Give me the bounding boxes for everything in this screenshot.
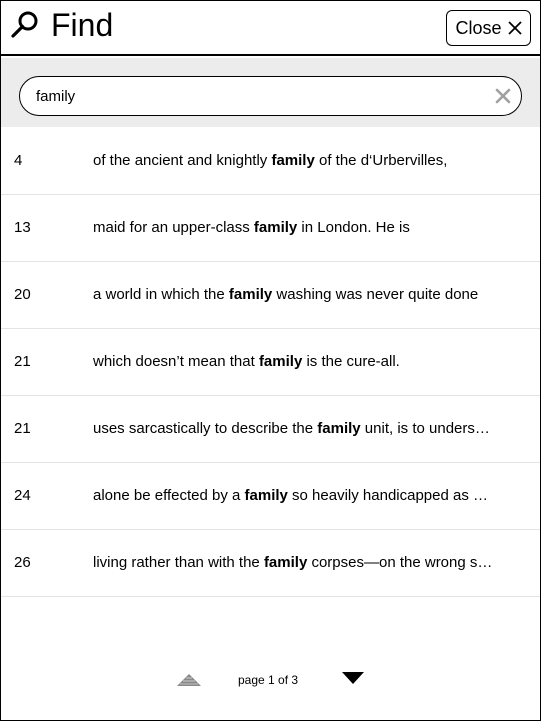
result-page-number: 21 [14, 420, 31, 437]
list-item[interactable] [1, 396, 540, 463]
list-item[interactable] [1, 530, 540, 597]
page-title: Find [51, 7, 114, 43]
match-highlight: family [253, 219, 298, 236]
up-triangle-icon[interactable] [177, 674, 201, 686]
result-page-number: 13 [14, 219, 31, 236]
match-highlight: family [258, 353, 303, 370]
clear-icon[interactable] [495, 88, 511, 104]
close-button[interactable] [446, 10, 531, 46]
pagination [1, 669, 540, 693]
page-indicator: page 1 of 3 [238, 673, 299, 687]
result-snippet: living rather than with the family corpses—on the wrong s… [93, 554, 493, 571]
search-bar [1, 58, 540, 127]
search-icon [10, 10, 40, 40]
result-page-number: 21 [14, 353, 31, 370]
result-page-number: 4 [14, 152, 23, 169]
search-field-container [19, 76, 522, 116]
list-item[interactable] [1, 329, 540, 396]
list-item[interactable] [1, 463, 540, 530]
result-snippet: a world in which the family washing was never quite done [93, 286, 479, 303]
match-highlight: family [271, 152, 315, 169]
close-button-label: Close [455, 17, 502, 38]
search-input[interactable] [36, 77, 486, 115]
match-highlight: family [228, 286, 273, 303]
result-page-number: 24 [14, 487, 31, 504]
close-icon [508, 21, 522, 35]
find-header [1, 1, 540, 56]
match-highlight: family [244, 487, 288, 504]
result-snippet: alone be effected by a family so heavily handicapped as … [93, 487, 489, 504]
down-triangle-icon[interactable] [342, 672, 364, 684]
result-snippet: maid for an upper-class family in London. He is [93, 219, 410, 236]
match-highlight: family [263, 554, 308, 571]
result-page-number: 20 [14, 286, 31, 303]
match-highlight: family [317, 420, 361, 437]
list-item[interactable] [1, 195, 540, 262]
results-list [1, 128, 540, 597]
result-snippet: of the ancient and knightly family of the d‘Urbervilles, [93, 152, 448, 169]
list-item[interactable] [1, 262, 540, 329]
result-snippet: uses sarcastically to describe the family unit, is to unders… [93, 420, 490, 437]
result-snippet: which doesn’t mean that family is the cure-all. [93, 353, 400, 370]
list-item[interactable] [1, 128, 540, 195]
result-page-number: 26 [14, 554, 31, 571]
